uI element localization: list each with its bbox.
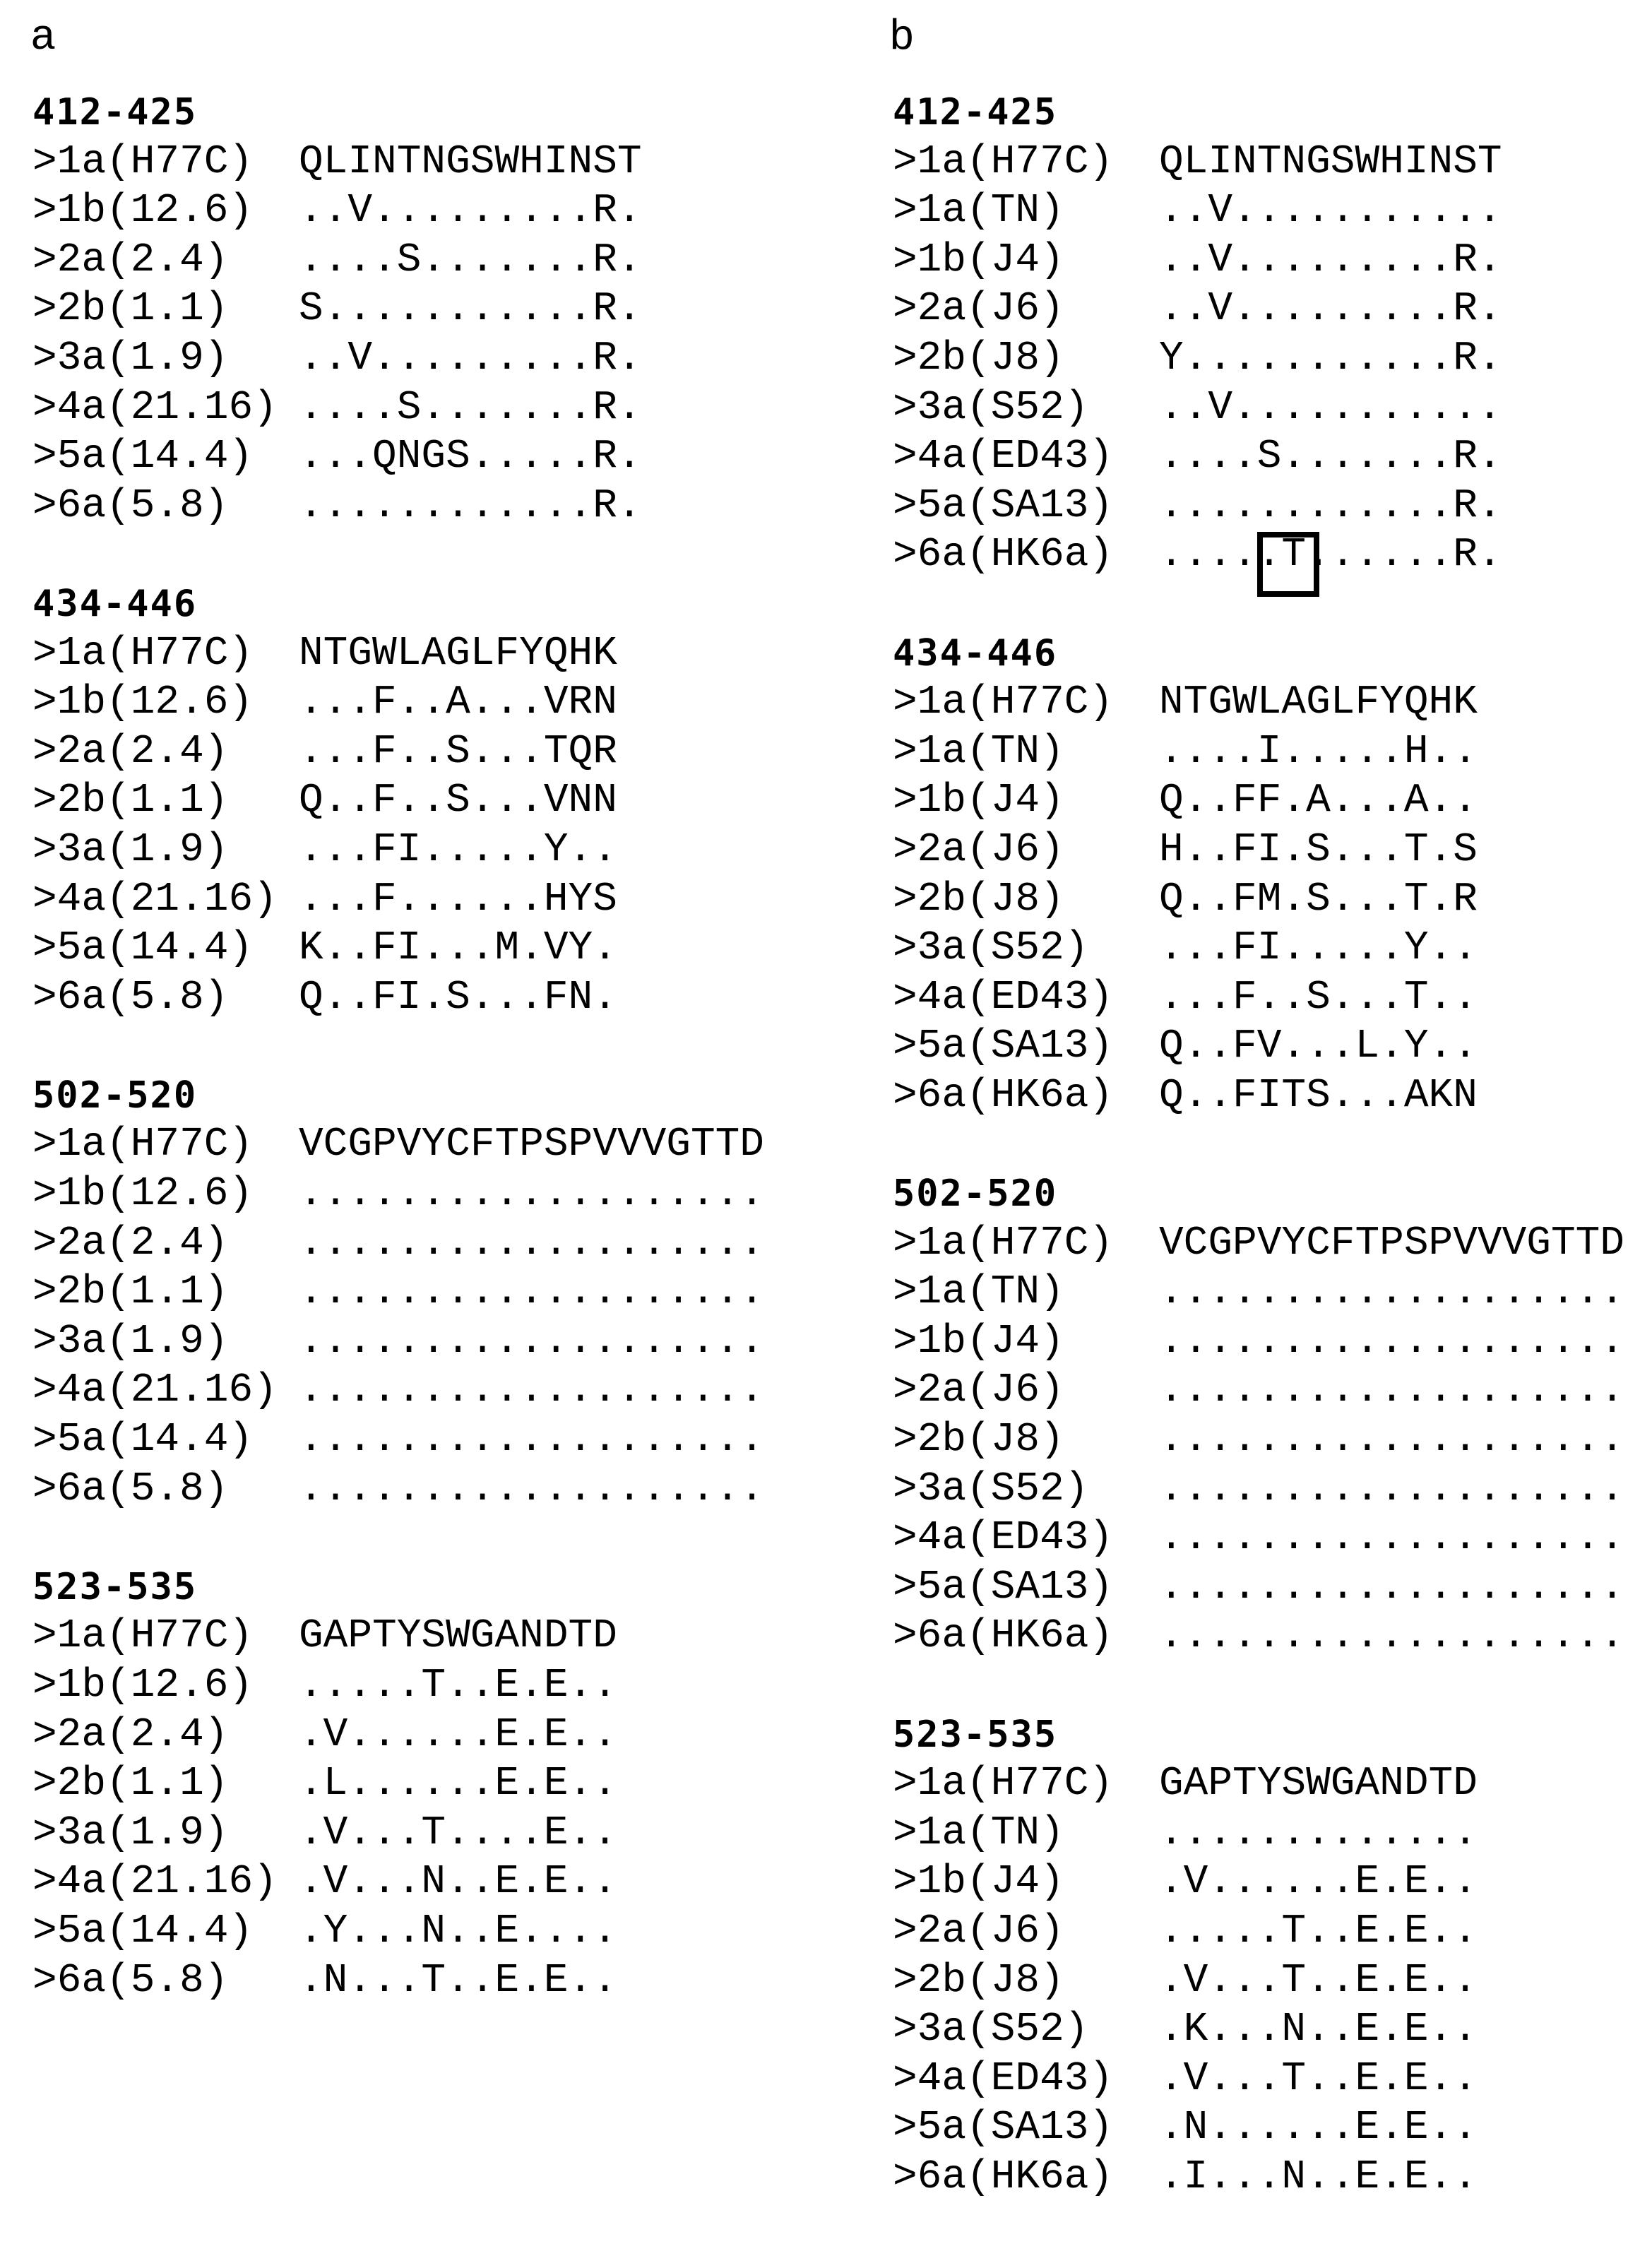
sequence-row <box>893 2103 1478 2153</box>
sequence: QLINTNGSWHINST <box>299 138 642 185</box>
strain-label: >1a(TN) <box>893 1810 1064 1856</box>
strain-label: >6a(HK6a) <box>893 1613 1114 1660</box>
strain-label: >2a(2.4) <box>32 1711 229 1758</box>
strain-label: >1a(H77C) <box>893 1220 1114 1266</box>
sequence: ................... <box>299 1171 764 1218</box>
sequence-row <box>32 1170 764 1219</box>
sequence: ....S.......R. <box>1159 434 1502 480</box>
highlight-box <box>1257 532 1319 597</box>
strain-label: >4a(21.16) <box>32 384 278 431</box>
sequence-row <box>32 432 642 482</box>
strain-label: >1a(H77C) <box>32 630 254 677</box>
strain-label: >3a(1.9) <box>32 1318 229 1365</box>
strain-label: >3a(1.9) <box>32 826 229 873</box>
strain-label: >2b(J8) <box>893 1417 1064 1463</box>
sequence-row <box>893 1907 1478 1956</box>
region-header: 502-520 <box>893 1172 1058 1216</box>
strain-label: >3a(S52) <box>893 384 1089 431</box>
sequence: .....T..E.E.. <box>1159 1908 1478 1954</box>
region-header: 434-446 <box>32 582 198 625</box>
panel-label-a: a <box>31 11 55 58</box>
sequence: ................... <box>299 1417 764 1463</box>
sequence-row <box>893 924 1478 973</box>
sequence: ...QNGS.....R. <box>299 434 642 480</box>
sequence: ................... <box>1159 1318 1624 1365</box>
sequence: ................... <box>1159 1417 1624 1463</box>
sequence: GAPTYSWGANDTD <box>299 1613 617 1660</box>
sequence: .I...N..E.E.. <box>1159 2154 1478 2200</box>
sequence: .....T..E.E.. <box>299 1663 617 1709</box>
sequence: .V...T..E.E.. <box>1159 1957 1478 2004</box>
sequence-row <box>32 875 617 925</box>
region-header: 523-535 <box>32 1565 198 1608</box>
strain-label: >1a(H77C) <box>32 138 254 185</box>
sequence: Q..FF.A...A.. <box>1159 778 1478 824</box>
sequence: ............R. <box>299 482 642 529</box>
sequence-row <box>893 973 1478 1023</box>
region-header: 412-425 <box>32 91 198 133</box>
sequence-row <box>893 1022 1478 1071</box>
strain-label: >2a(J6) <box>893 286 1064 333</box>
strain-label: >5a(SA13) <box>893 1564 1114 1610</box>
strain-label: >2a(J6) <box>893 1367 1064 1414</box>
strain-label: >4a(21.16) <box>32 1859 278 1906</box>
sequence-row <box>32 678 617 727</box>
sequence: .V......E.E.. <box>1159 1859 1478 1906</box>
sequence: Y...........R. <box>1159 335 1502 381</box>
strain-label: >3a(1.9) <box>32 335 229 381</box>
sequence-row <box>893 1415 1624 1465</box>
region-header: 434-446 <box>893 631 1058 675</box>
sequence: NTGWLAGLFYQHK <box>1159 679 1478 726</box>
sequence-row <box>893 432 1502 482</box>
sequence: .Y...N..E.... <box>299 1908 617 1954</box>
strain-label: >2b(J8) <box>893 876 1064 922</box>
sequence-row <box>32 1612 617 1661</box>
sequence-row <box>893 1219 1624 1269</box>
sequence: .N......E.E.. <box>1159 2105 1478 2151</box>
sequence-row <box>32 186 642 236</box>
sequence: ............R. <box>1159 482 1502 529</box>
sequence: ..V........... <box>1159 188 1502 234</box>
sequence: ................... <box>1159 1466 1624 1512</box>
strain-label: >4a(ED43) <box>893 1515 1114 1562</box>
strain-label: >3a(S52) <box>893 2007 1089 2053</box>
panel-label-b: b <box>890 11 914 58</box>
sequence-row <box>32 629 617 679</box>
sequence: .....T......R. <box>1159 532 1502 578</box>
sequence: ....S.......R. <box>299 237 642 283</box>
sequence-row <box>32 727 617 777</box>
sequence: .V...N..E.E.. <box>299 1859 617 1906</box>
sequence-row <box>893 530 1502 580</box>
strain-label: >1a(TN) <box>893 188 1064 234</box>
sequence: ...FI.....Y.. <box>299 826 617 873</box>
strain-label: >1b(12.6) <box>32 1663 254 1709</box>
sequence: QLINTNGSWHINST <box>1159 138 1502 185</box>
strain-label: >6a(5.8) <box>32 1957 229 2004</box>
region-header: 502-520 <box>32 1074 198 1117</box>
sequence-row <box>893 875 1478 925</box>
sequence: ...F..A...VRN <box>299 679 617 726</box>
sequence-row <box>32 1759 617 1809</box>
strain-label: >4a(21.16) <box>32 1367 278 1414</box>
sequence: .V......E.E.. <box>299 1711 617 1758</box>
sequence-row <box>893 1563 1624 1612</box>
sequence: Q..F..S...VNN <box>299 778 617 824</box>
alignment-block-502-520 <box>32 1071 764 1514</box>
strain-label: >2a(J6) <box>893 1908 1064 1954</box>
sequence: .V...T..E.E.. <box>1159 2055 1478 2102</box>
sequence-row <box>893 1759 1478 1809</box>
strain-label: >5a(14.4) <box>32 1417 254 1463</box>
sequence-row <box>893 1268 1624 1317</box>
strain-label: >1b(J4) <box>893 237 1064 283</box>
sequence-row <box>32 1268 764 1317</box>
sequence-row <box>893 1366 1624 1415</box>
sequence: K..FI...M.VY. <box>299 925 617 972</box>
sequence-row <box>32 1120 764 1170</box>
strain-label: >6a(5.8) <box>32 1466 229 1512</box>
sequence-row <box>32 1415 764 1465</box>
alignment-block-434-446 <box>32 580 617 1022</box>
strain-label: >2a(2.4) <box>32 728 229 775</box>
strain-label: >6a(5.8) <box>32 482 229 529</box>
sequence: ..V.........R. <box>1159 286 1502 333</box>
sequence: ................... <box>299 1318 764 1365</box>
sequence: VCGPVYCFTPSPVVVGTTD <box>299 1122 764 1168</box>
sequence: GAPTYSWGANDTD <box>1159 1761 1478 1807</box>
sequence-row <box>893 236 1502 285</box>
sequence-row <box>32 1465 764 1514</box>
sequence-row <box>32 1907 617 1956</box>
strain-label: >5a(SA13) <box>893 1023 1114 1070</box>
sequence: NTGWLAGLFYQHK <box>299 630 617 677</box>
sequence-row <box>32 285 642 334</box>
sequence-row <box>893 384 1502 433</box>
sequence-row <box>32 826 617 875</box>
strain-label: >1a(H77C) <box>32 1122 254 1168</box>
strain-label: >3a(S52) <box>893 1466 1089 1512</box>
strain-label: >2a(2.4) <box>32 1220 229 1266</box>
sequence-row <box>32 776 617 826</box>
strain-label: >4a(ED43) <box>893 974 1114 1021</box>
strain-label: >2b(1.1) <box>32 778 229 824</box>
sequence: Q..FM.S...T.R <box>1159 876 1478 922</box>
sequence: Q..FI.S...FN. <box>299 974 617 1021</box>
sequence-row <box>893 1809 1478 1858</box>
sequence-row <box>32 1219 764 1269</box>
strain-label: >2b(J8) <box>893 335 1064 381</box>
sequence: ................... <box>299 1367 764 1414</box>
strain-label: >3a(S52) <box>893 925 1089 972</box>
strain-label: >2a(2.4) <box>32 237 229 283</box>
sequence: ...F......HYS <box>299 876 617 922</box>
sequence: Q..FITS...AKN <box>1159 1072 1478 1119</box>
sequence: .V...T....E.. <box>299 1810 617 1856</box>
sequence-row <box>893 1858 1478 1907</box>
strain-label: >3a(1.9) <box>32 1810 229 1856</box>
sequence-row <box>893 2055 1478 2104</box>
sequence: ................... <box>1159 1613 1624 1660</box>
sequence: ................... <box>299 1220 764 1266</box>
strain-label: >6a(HK6a) <box>893 2154 1114 2200</box>
sequence-row <box>32 1809 617 1858</box>
strain-label: >1a(H77C) <box>32 1613 254 1660</box>
sequence-row <box>893 1465 1624 1514</box>
sequence: ...F..S...TQR <box>299 728 617 775</box>
alignment-block-412-425 <box>893 88 1502 580</box>
sequence-row <box>32 138 642 187</box>
sequence-row <box>893 138 1502 187</box>
strain-label: >4a(ED43) <box>893 434 1114 480</box>
sequence: ...F..S...T.. <box>1159 974 1478 1021</box>
sequence: ....I.....H.. <box>1159 728 1478 775</box>
alignment-block-412-425 <box>32 88 642 530</box>
sequence: S...........R. <box>299 286 642 333</box>
sequence: ..V.........R. <box>299 188 642 234</box>
strain-label: >1b(12.6) <box>32 679 254 726</box>
sequence-row <box>893 826 1478 875</box>
sequence-row <box>32 384 642 433</box>
strain-label: >6a(HK6a) <box>893 532 1114 578</box>
strain-label: >5a(14.4) <box>32 925 254 972</box>
region-header: 523-535 <box>893 1713 1058 1756</box>
strain-label: >5a(14.4) <box>32 434 254 480</box>
sequence-row <box>893 727 1478 777</box>
sequence: .N...T..E.E.. <box>299 1957 617 2004</box>
strain-label: >2a(J6) <box>893 826 1064 873</box>
strain-label: >5a(SA13) <box>893 482 1114 529</box>
sequence: ................... <box>1159 1269 1624 1316</box>
sequence-row <box>32 1858 617 1907</box>
sequence-row <box>32 1956 617 2006</box>
panel-a-alignment <box>32 88 764 2055</box>
sequence: ................... <box>299 1269 764 1316</box>
strain-label: >1b(12.6) <box>32 188 254 234</box>
alignment-block-502-520 <box>893 1170 1624 1661</box>
strain-label: >5a(SA13) <box>893 2105 1114 2151</box>
strain-label: >2b(1.1) <box>32 286 229 333</box>
strain-label: >2b(J8) <box>893 1957 1064 2004</box>
strain-label: >1a(H77C) <box>893 138 1114 185</box>
region-header: 412-425 <box>893 91 1058 133</box>
sequence-row <box>32 482 642 531</box>
sequence-row <box>893 482 1502 531</box>
strain-label: >1a(TN) <box>893 1269 1064 1316</box>
strain-label: >1a(H77C) <box>893 679 1114 726</box>
sequence: ................... <box>299 1466 764 1512</box>
strain-label: >6a(5.8) <box>32 974 229 1021</box>
sequence: ..V........... <box>1159 384 1502 431</box>
sequence: H..FI.S...T.S <box>1159 826 1478 873</box>
sequence-row <box>893 776 1478 826</box>
sequence: ................... <box>1159 1564 1624 1610</box>
sequence: ............. <box>1159 1810 1478 1856</box>
strain-label: >1a(H77C) <box>893 1761 1114 1807</box>
alignment-block-523-535 <box>32 1563 617 2005</box>
sequence: ..V.........R. <box>299 335 642 381</box>
sequence-row <box>32 924 617 973</box>
sequence-row <box>893 186 1502 236</box>
sequence: VCGPVYCFTPSPVVVGTTD <box>1159 1220 1624 1266</box>
strain-label: >5a(14.4) <box>32 1908 254 1954</box>
sequence: .L......E.E.. <box>299 1761 617 1807</box>
strain-label: >1b(J4) <box>893 1318 1064 1365</box>
sequence-row <box>893 285 1502 334</box>
sequence-row <box>893 2153 1478 2202</box>
strain-label: >1b(J4) <box>893 1859 1064 1906</box>
sequence-row <box>893 1514 1624 1563</box>
sequence-row <box>893 1317 1624 1367</box>
strain-label: >2b(1.1) <box>32 1761 229 1807</box>
sequence-row <box>893 1071 1478 1121</box>
strain-label: >1b(J4) <box>893 778 1064 824</box>
sequence: ...FI.....Y.. <box>1159 925 1478 972</box>
sequence-row <box>32 973 617 1023</box>
strain-label: >4a(21.16) <box>32 876 278 922</box>
sequence-row <box>32 1711 617 1760</box>
strain-label: >2b(1.1) <box>32 1269 229 1316</box>
sequence-row <box>893 1612 1624 1661</box>
strain-label: >6a(HK6a) <box>893 1072 1114 1119</box>
sequence-row <box>893 334 1502 384</box>
sequence-row <box>32 334 642 384</box>
sequence-row <box>893 678 1478 727</box>
strain-label: >4a(ED43) <box>893 2055 1114 2102</box>
strain-label: >1a(TN) <box>893 728 1064 775</box>
sequence-row <box>32 1661 617 1711</box>
sequence-row <box>893 2005 1478 2055</box>
sequence-row <box>893 1956 1478 2006</box>
sequence: ..V.........R. <box>1159 237 1502 283</box>
strain-label: >1b(12.6) <box>32 1171 254 1218</box>
sequence-row <box>32 1366 764 1415</box>
sequence-row <box>32 236 642 285</box>
sequence: ................... <box>1159 1367 1624 1414</box>
sequence: Q..FV...L.Y.. <box>1159 1023 1478 1070</box>
sequence: .K...N..E.E.. <box>1159 2007 1478 2053</box>
panel-b-alignment <box>893 88 1624 2251</box>
alignment-block-434-446 <box>893 629 1478 1121</box>
sequence-row <box>32 1317 764 1367</box>
sequence: ....S.......R. <box>299 384 642 431</box>
alignment-block-523-535 <box>893 1711 1478 2202</box>
sequence: ................... <box>1159 1515 1624 1562</box>
